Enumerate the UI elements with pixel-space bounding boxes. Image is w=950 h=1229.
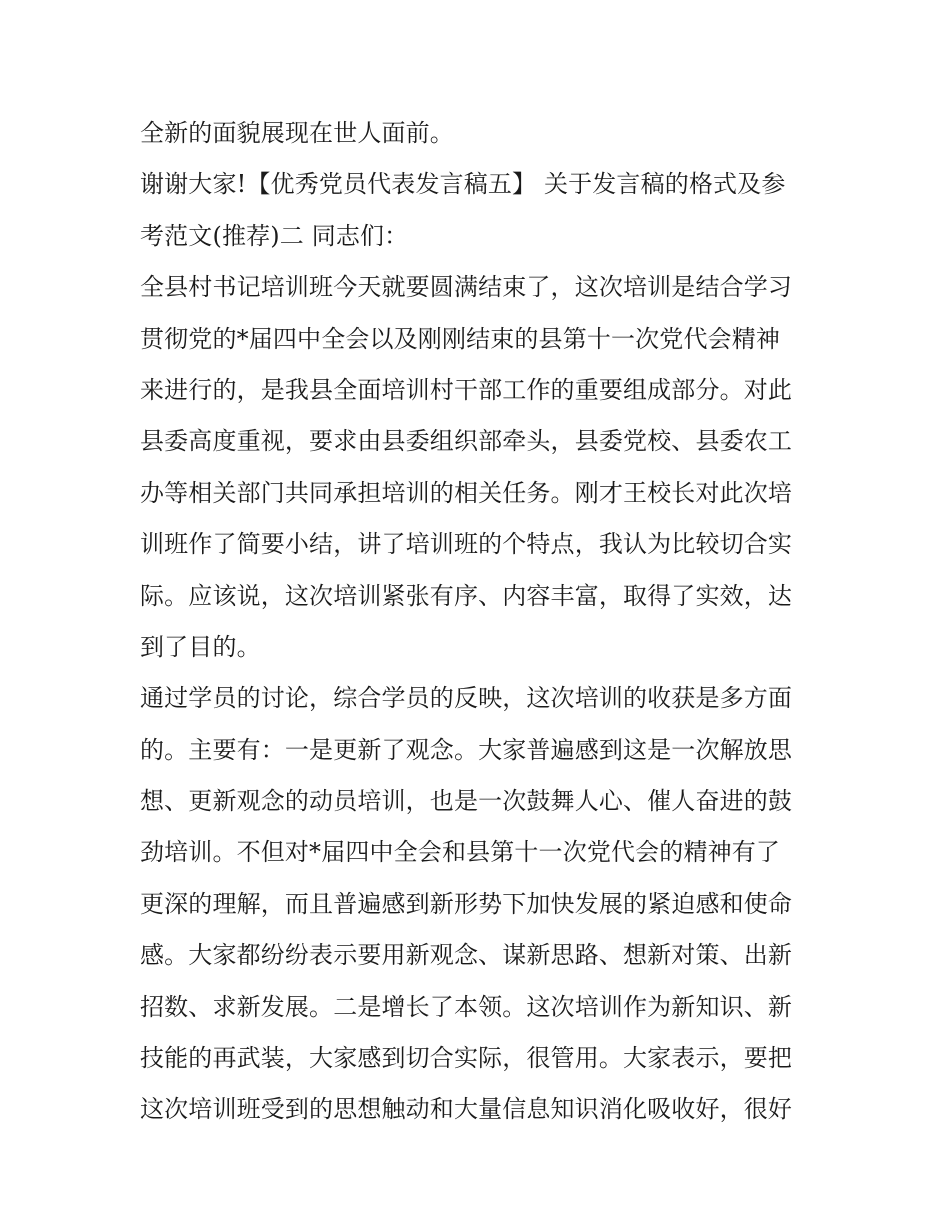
text-line: 贯彻党的*届四中全会以及刚刚结束的县第十一次党代会精神	[140, 324, 781, 353]
text-line: 感。大家都纷纷表示要用新观念、谋新思路、想新对策、出新	[140, 941, 793, 970]
text-line: 招数、求新发展。二是增长了本领。这次培训作为新知识、新	[140, 992, 793, 1021]
text-line: 全新的面貌展现在世人面前。	[140, 119, 454, 147]
text-line: 通过学员的讨论，综合学员的反映，这次培训的收获是多方面	[140, 684, 793, 713]
text-line: 县委高度重视，要求由县委组织部牵头，县委党校、县委农工	[140, 427, 793, 456]
text-line: 更深的理解，而且普遍感到新形势下加快发展的紧迫感和使命	[140, 889, 793, 918]
text-line: 谢谢大家!【优秀党员代表发言稿五】 关于发言稿的格式及参	[140, 170, 786, 199]
document-body	[140, 108, 820, 1136]
text-line: 这次培训班受到的思想触动和大量信息知识消化吸收好，很好	[140, 1095, 793, 1124]
text-line: 际。应该说，这次培训紧张有序、内容丰富，取得了实效，达	[140, 581, 793, 610]
text-line: 来进行的，是我县全面培训村干部工作的重要组成部分。对此	[140, 375, 793, 404]
text-line: 劲培训。不但对*届四中全会和县第十一次党代会的精神有了	[140, 838, 781, 867]
text-line: 技能的再武装，大家感到切合实际，很管用。大家表示，要把	[140, 1044, 793, 1073]
text-line: 考范文(推荐)二 同志们：	[140, 221, 409, 250]
text-line: 到了目的。	[140, 632, 261, 661]
text-line: 想、更新观念的动员培训，也是一次鼓舞人心、催人奋进的鼓	[140, 787, 793, 816]
text-line: 训班作了简要小结，讲了培训班的个特点，我认为比较切合实	[140, 530, 793, 559]
text-line: 的。主要有：一是更新了观念。大家普遍感到这是一次解放思	[140, 735, 793, 764]
text-line: 办等相关部门共同承担培训的相关任务。刚才王校长对此次培	[140, 478, 793, 507]
text-line: 全县村书记培训班今天就要圆满结束了，这次培训是结合学习	[140, 273, 793, 302]
